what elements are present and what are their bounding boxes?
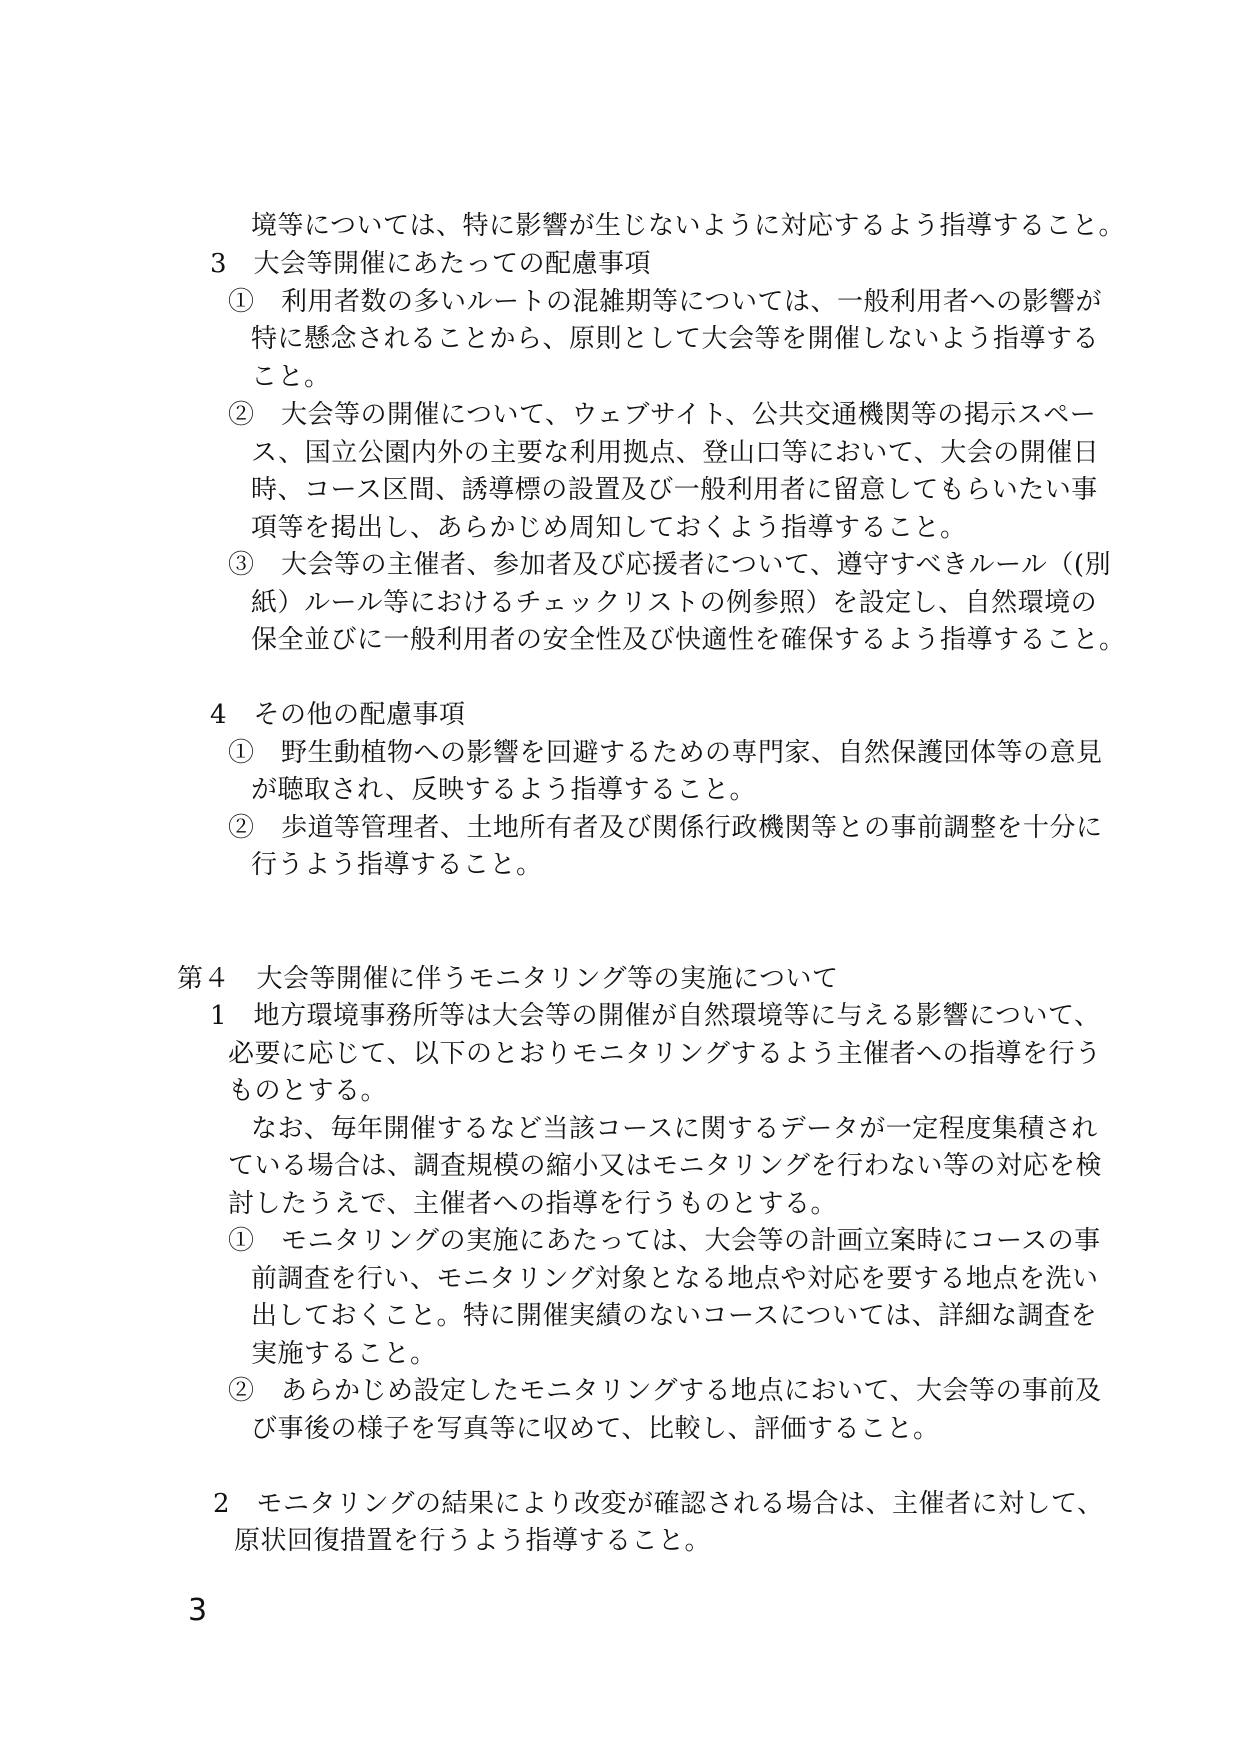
part4-item2-line2: び事後の様子を写真等に収めて、比較し、評価すること。 [251, 1414, 940, 1444]
section3-item3-line1: ③ 大会等の主催者、参加者及び応援者について、遵守すべきルール（(別 [228, 550, 1112, 580]
page-number: 3 [188, 1593, 208, 1628]
part4-para2-line1: 2 モニタリングの結果により改変が確認される場合は、主催者に対して、 [213, 1489, 1104, 1519]
part4-item1-line2: 前調査を行い、モニタリング対象となる地点や対応を要する地点を洗い [251, 1264, 1099, 1294]
part4-item2-line1: ② あらかじめ設定したモニタリングする地点において、大会等の事前及 [228, 1376, 1102, 1406]
section3-item3-line3: 保全並びに一般利用者の安全性及び快適性を確保するよう指導すること。 [251, 625, 1126, 655]
section3-item1-line1: ① 利用者数の多いルートの混雑期等については、一般利用者への影響が [228, 287, 1102, 317]
part4-heading: 第４ 大会等開催に伴うモニタリング等の実施について [177, 964, 839, 994]
section3-item2-line4: 項等を掲出し、あらかじめ周知しておくよう指導すること。 [251, 513, 967, 543]
section4-item2-line1: ② 歩道等管理者、土地所有者及び関係行政機関等との事前調整を十分に [228, 813, 1103, 843]
part4-para1-line1: 1 地方環境事務所等は大会等の開催が自然環境等に与える影響について、 [210, 1001, 1101, 1031]
part4-item1-line3: 出しておくこと。特に開催実績のないコースについては、詳細な調査を [251, 1301, 1098, 1331]
part4-para2-line2: 原状回復措置を行うよう指導すること。 [234, 1526, 712, 1556]
section4-item1-line2: が聴取され、反映するよう指導すること。 [251, 775, 757, 805]
part4-para1-line3: ものとする。 [228, 1076, 388, 1106]
section4-item1-line1: ① 野生動植物への影響を回避するための専門家、自然保護団体等の意見 [228, 738, 1103, 768]
section4-heading: 4 その他の配慮事項 [210, 700, 466, 730]
section3-continuation-line: 境等については、特に影響が生じないように対応するよう指導すること。 [251, 211, 1125, 241]
part4-para1-line4: なお、毎年開催するなど当該コースに関するデータが一定程度集積され [251, 1114, 1098, 1144]
part4-para1-line2: 必要に応じて、以下のとおりモニタリングするよう主催者への指導を行う [228, 1039, 1102, 1069]
part4-para1-line6: 討したうえで、主催者への指導を行うものとする。 [228, 1189, 837, 1219]
part4-item1-line1: ① モニタリングの実施にあたっては、大会等の計画立案時にコースの事 [228, 1226, 1101, 1256]
section3-item1-line2: 特に懸念されることから、原則として大会等を開催しないよう指導する [251, 324, 1100, 354]
section3-heading: 3 大会等開催にあたっての配慮事項 [210, 249, 652, 279]
section3-item3-line2: 紙）ルール等におけるチェックリストの例参照）を設定し、自然環境の [251, 588, 1098, 618]
part4-para1-line5: ている場合は、調査規模の縮小又はモニタリングを行わない等の対応を検 [228, 1151, 1102, 1181]
part4-item1-line4: 実施すること。 [251, 1339, 437, 1369]
section3-item2-line2: ス、国立公園内外の主要な利用拠点、登山口等において、大会の開催日 [251, 438, 1100, 468]
section4-item2-line2: 行うよう指導すること。 [251, 850, 543, 880]
section3-item1-line3: こと。 [251, 362, 331, 392]
section3-item2-line1: ② 大会等の開催について、ウェブサイト、公共交通機関等の掲示スペー [228, 400, 1097, 430]
section3-item2-line3: 時、コース区間、誘導標の設置及び一般利用者に留意してもらいたい事 [251, 475, 1098, 505]
